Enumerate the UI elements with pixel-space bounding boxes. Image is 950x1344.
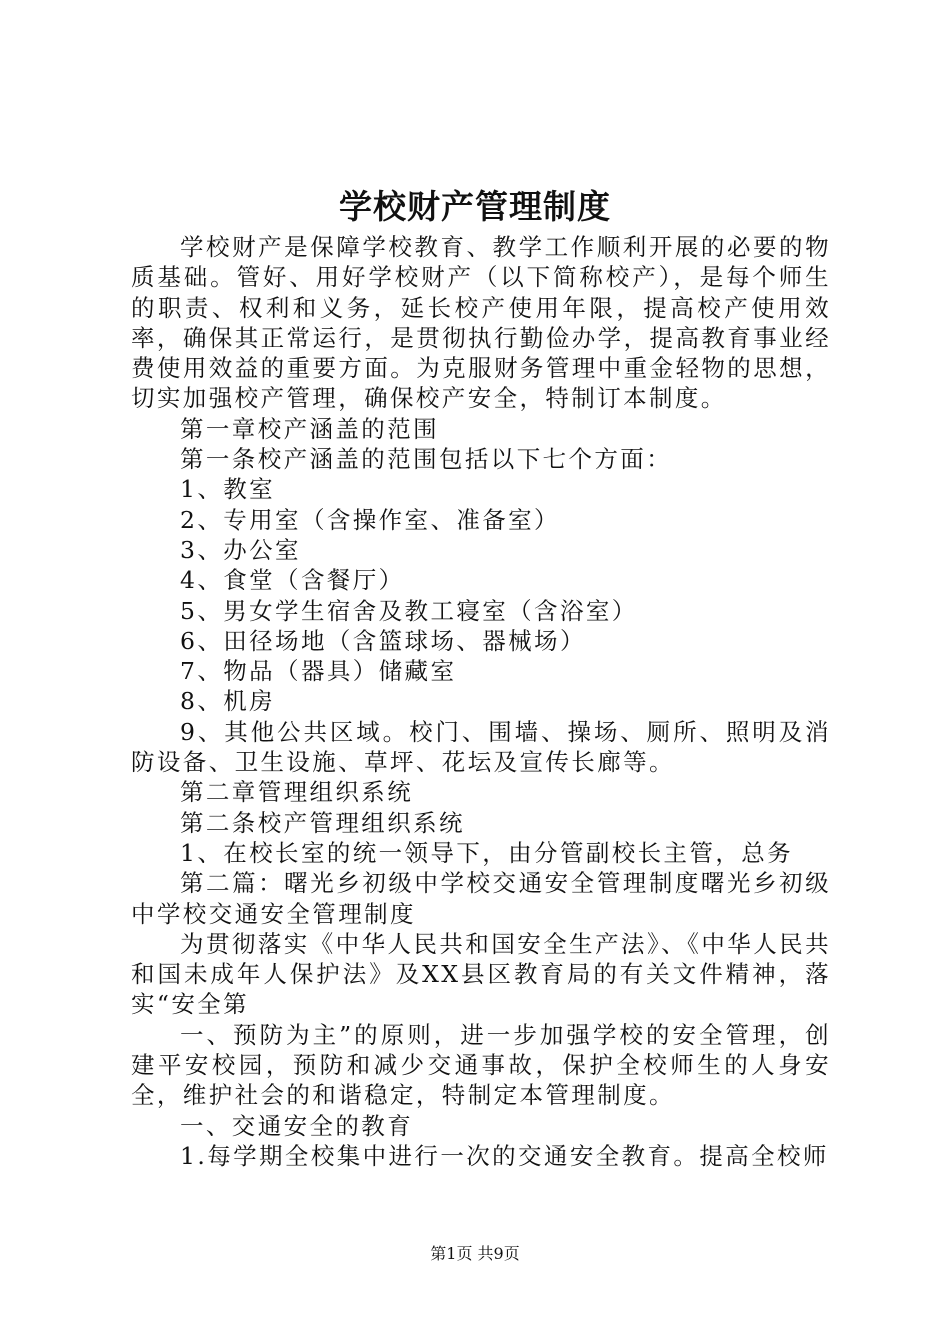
paragraph: 1、在校长室的统一领导下，由分管副校长主管，总务 (180, 838, 794, 867)
list-item: 6、田径场地（含篮球场、器械场） (180, 626, 586, 655)
list-item: 7、物品（器具）储藏室 (180, 657, 457, 686)
paragraph: 1.每学期全校集中进行一次的交通安全教育。提高全校师 (180, 1141, 829, 1170)
list-item: 9、其他公共区域。校门、围墙、操场、厕所、照明及消防设备、卫生设施、草坪、花坛及宣传长廊等。 (131, 717, 831, 777)
document-title: 学校财产管理制度 (339, 187, 611, 226)
list-item: 3、办公室 (180, 535, 301, 564)
list-item: 5、男女学生宿舍及教工寝室（含浴室） (180, 596, 638, 625)
article-2: 第二条校产管理组织系统 (180, 808, 465, 837)
paragraph-intro: 学校财产是保障学校教育、教学工作顺利开展的必要的物质基础。管好、用好学校财产（以下简称校产），是每个师生的职责、权利和义务，延长校产使用年限，提高校产使用效率，确保其正常运行，是贯彻执行勤俭办学，提高教育事业经费使用效益的重要方面。为克服财务管理中重金轻物的思想，切实加强校产管理，确保校产安全，特制订本制度。 (131, 233, 831, 413)
list-item: 2、专用室（含操作室、准备室） (180, 505, 560, 534)
paragraph: 为贯彻落实《中华人民共和国安全生产法》、《中华人民共和国未成年人保护法》及XX县区教育局的有关文件精神，落实“安全第 (131, 929, 831, 1019)
chapter-1-heading: 第一章校产涵盖的范围 (180, 414, 439, 443)
paragraph: 一、预防为主”的原则，进一步加强学校的安全管理，创建平安校园，预防和减少交通事故，保护全校师生的人身安全，维护社会的和谐稳定，特制定本管理制度。 (131, 1020, 831, 1110)
article-1: 第一条校产涵盖的范围包括以下七个方面： (180, 445, 673, 474)
section-2-heading: 第二篇：曙光乡初级中学校交通安全管理制度曙光乡初级中学校交通安全管理制度 (131, 869, 831, 928)
list-item: 4、食堂（含餐厅） (180, 566, 405, 595)
chapter-2-heading: 第二章管理组织系统 (180, 778, 414, 807)
list-item: 1、教室 (180, 475, 276, 504)
subsection-heading: 一、交通安全的教育 (180, 1111, 414, 1140)
page-footer: 第1页 共9页 (430, 1244, 520, 1263)
list-item: 8、机房 (180, 687, 276, 716)
document-body (131, 232, 831, 1171)
